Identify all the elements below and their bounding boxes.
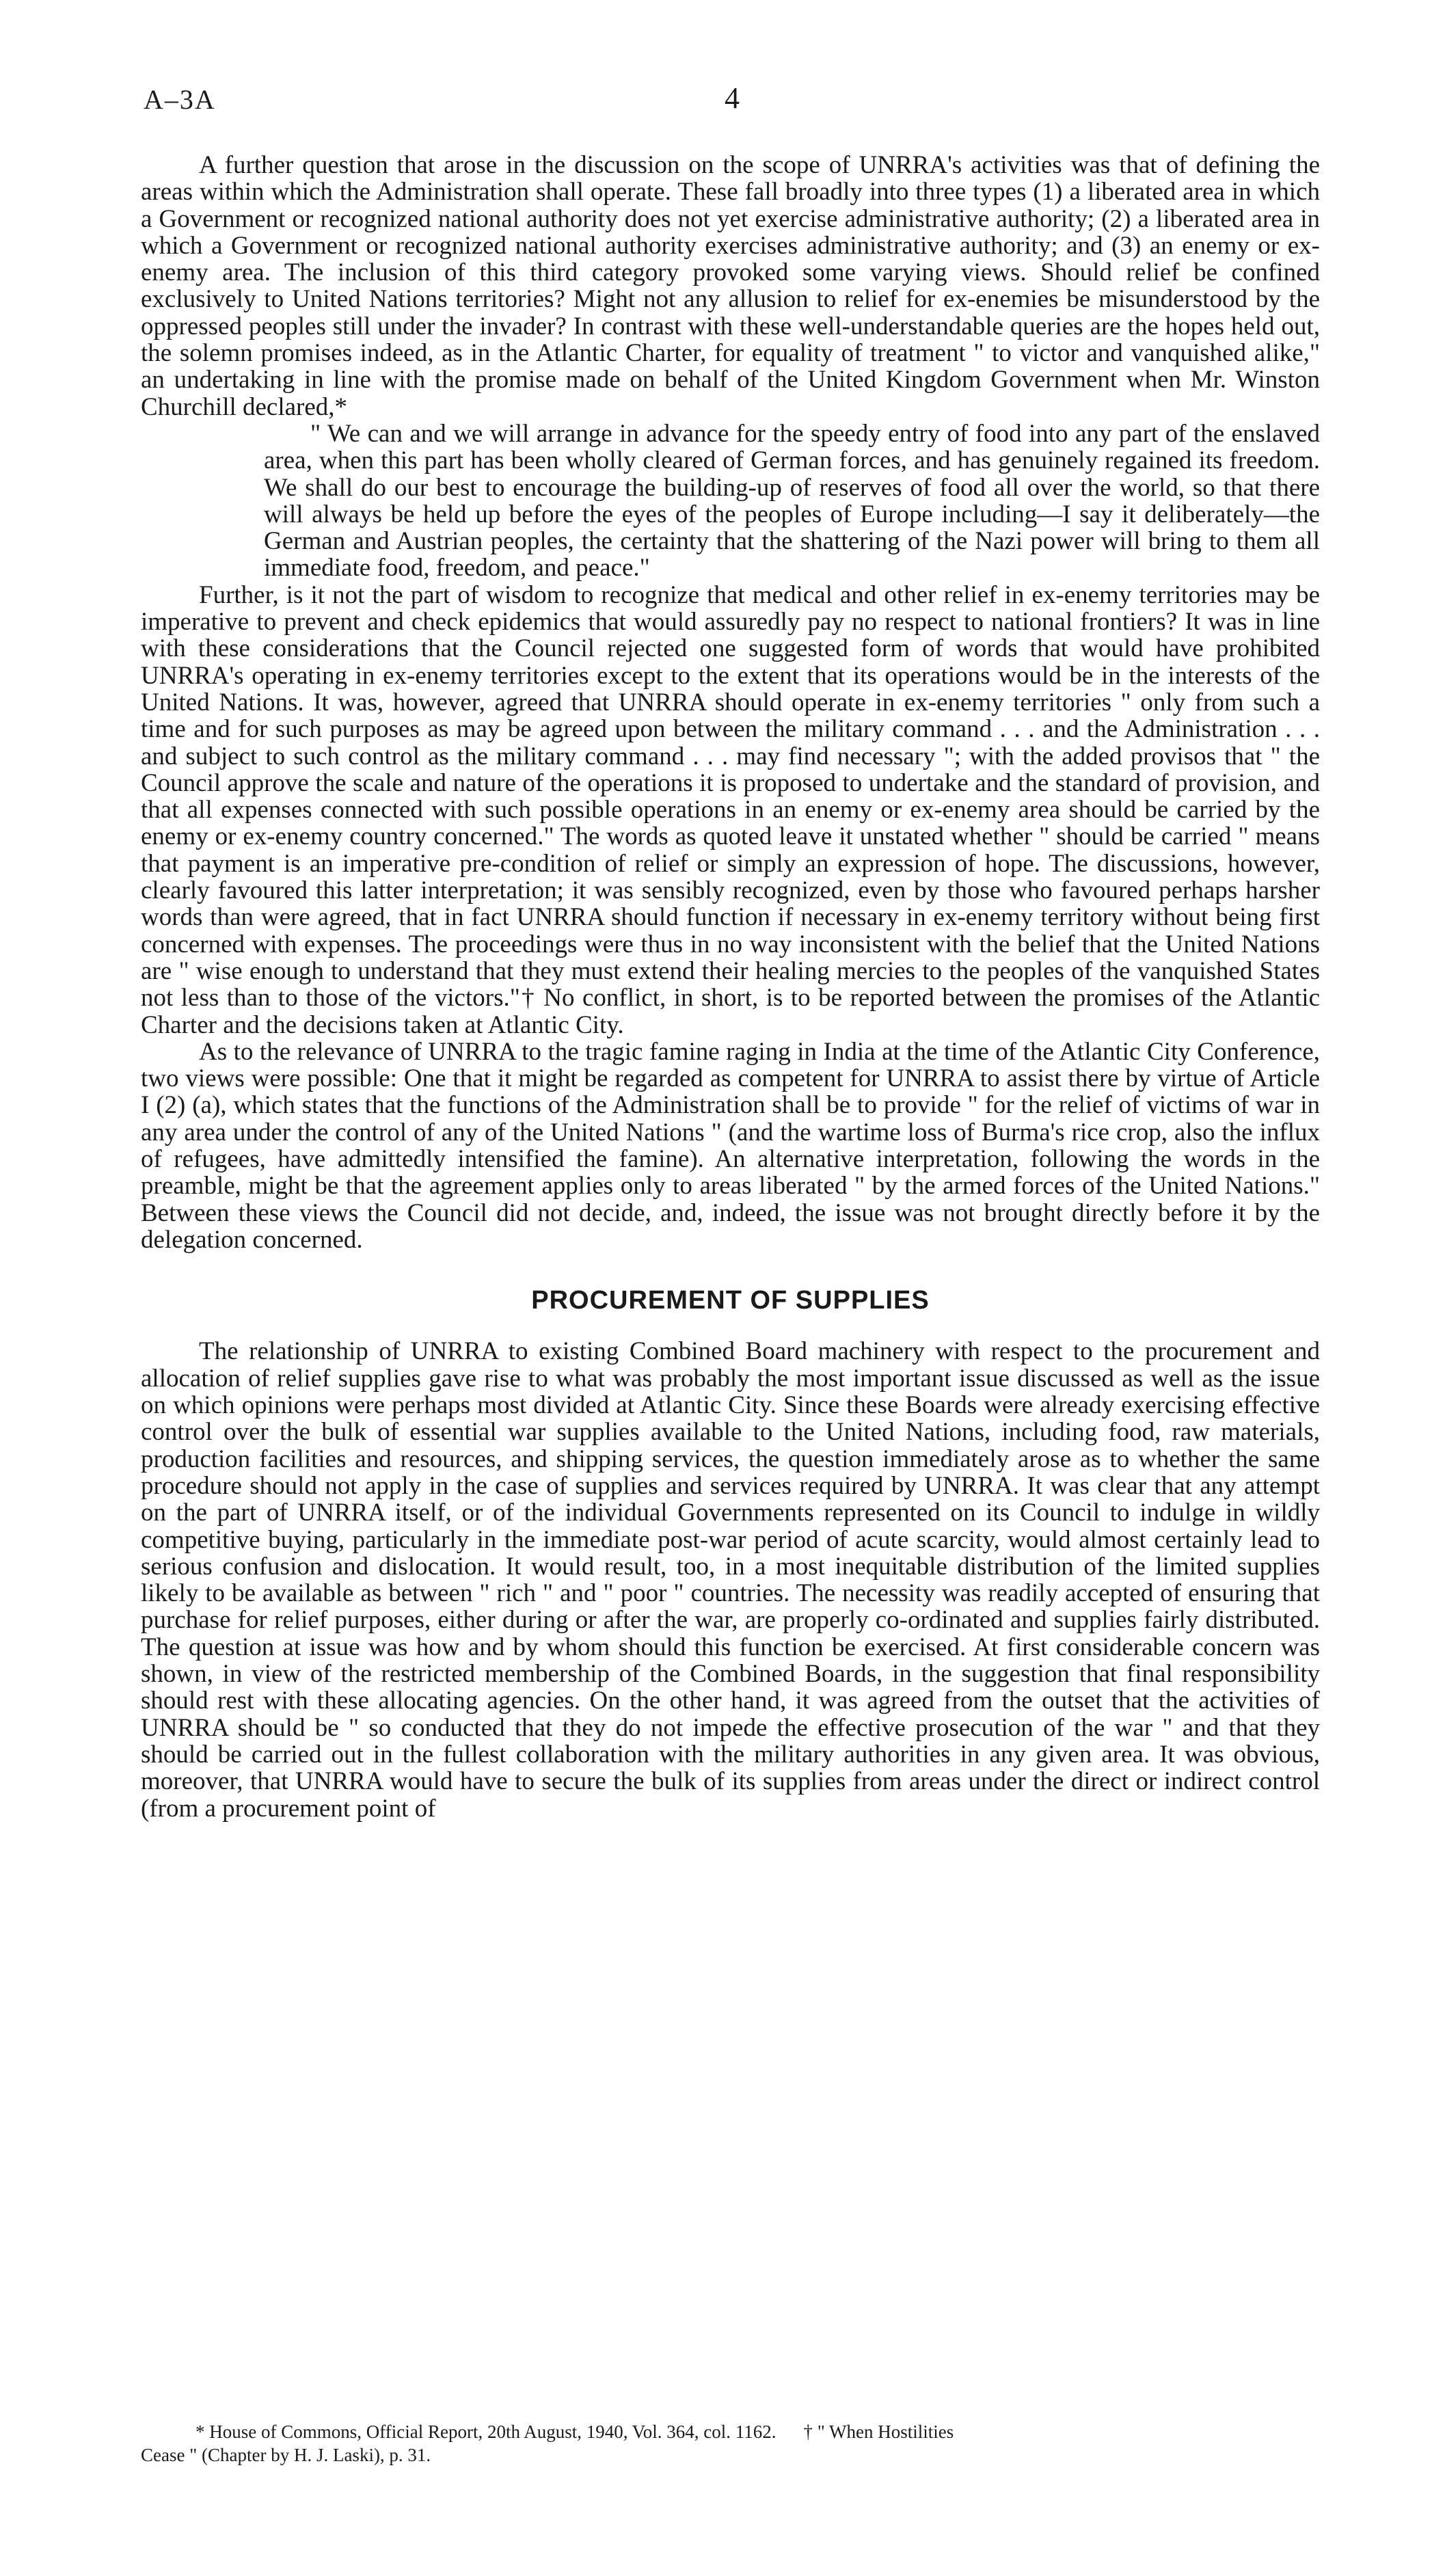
footnote-hostilities-continued: Cease " (Chapter by H. J. Laski), p. 31. bbox=[141, 2445, 431, 2465]
footnote-house-of-commons: * House of Commons, Official Report, 20th August, 1940, Vol. 364, col. 1162. bbox=[195, 2421, 776, 2442]
section-heading-procurement: PROCUREMENT OF SUPPLIES bbox=[531, 1286, 930, 1315]
paragraph-india-famine: As to the relevance of UNRRA to the tragic famine raging in India at the time of the Atlantic City Conference, two views were possible: One that it might be regarded as competent for UNRRA to assist there by virtue of Article I (2) (a), which states that the functions of the Administration shall be to provide " for the relief of victims of war in any area under the control of any of the United Nations " (and the wartime loss of Burma's rice crop, also the influx of refugees, have admittedly intensified the famine). An alternative interpretation, following the words in the preamble, might be that the agreement applies only to areas liberated " by the armed forces of the United Nations." Between these views the Council did not decide, and, indeed, the issue was not brought directly before it by the delegation concerned. bbox=[141, 1037, 1320, 1254]
body-text bbox=[141, 152, 1320, 1822]
document-code: A–3A bbox=[144, 84, 216, 115]
paragraph-ex-enemy-relief: Further, is it not the part of wisdom to recognize that medical and other relief in ex-enemy territories may be imperative to prevent and check epidemics that would assuredly pay no respect to national frontiers? It was in line with these considerations that the Council rejected one suggested form of words that would have prohibited UNRRA's operating in ex-enemy territories except to the extent that its operations would be in the interests of the United Nations. It was, however, agreed that UNRRA should operate in ex-enemy territories " only from such a time and for such purposes as may be agreed upon between the military command . . . and the Administration . . . and subject to such control as the military command . . . may find necessary "; with the added provisos that " the Council approve the scale and nature of the operations it is proposed to undertake and the standard of provision, and that all expenses connected with such possible operations in an enemy or ex-enemy area should be carried by the enemy or ex-enemy country concerned." The words as quoted leave it unstated whether " should be carried " means that payment is an imperative pre-condition of relief or simply an expression of hope. The discussions, however, clearly favoured this latter interpretation; it was sensibly recognized, even by those who favoured perhaps harsher words than were agreed, that in fact UNRRA should function if necessary in ex-enemy territory without being first concerned with expenses. The proceedings were thus in no way inconsistent with the belief that the United Nations are " wise enough to understand that they must extend their healing mercies to the peoples of the vanquished States not less than to those of the victors."† No conflict, in short, is to be reported between the promises of the Atlantic Charter and the decisions taken at Atlantic City. bbox=[141, 580, 1320, 1039]
page-number: 4 bbox=[725, 81, 740, 115]
footnotes bbox=[141, 2420, 1320, 2467]
paragraph-scope-of-areas: A further question that arose in the discussion on the scope of UNRRA's activities was that of defining the areas within which the Administration shall operate. These fall broadly into three types (1) a liberated area in which a Government or recognized national authority does not yet exercise administrative authority; (2) a liberated area in which a Government or recognized national authority exercises administrative authority; and (3) an enemy or ex-enemy area. The inclusion of this third category provoked some varying views. Should relief be confined exclusively to United Nations territories? Might not any allusion to relief for ex-enemies be misunderstood by the oppressed peoples still under the invader? In contrast with these well-understandable queries are the hopes held out, the solemn promises indeed, as in the Atlantic Charter, for equality of treatment " to victor and vanquished alike," an undertaking in line with the promise made on behalf of the United Kingdom Government when Mr. Winston Churchill declared,* bbox=[141, 151, 1320, 421]
churchill-quote: " We can and we will arrange in advance for the speedy entry of food into any part of the enslaved area, when this part has been wholly cleared of German forces, and has genuinely regained its freedom. We shall do our best to encourage the building-up of reserves of food all over the world, so that there will always be held up before the eyes of the peoples of Europe including—I say it deliberately—the German and Austrian peoples, the certainty that the shattering of the Nazi power will bring to them all immediate food, freedom, and peace." bbox=[264, 419, 1320, 582]
paragraph-procurement: The relationship of UNRRA to existing Combined Board machinery with respect to the procurement and allocation of relief supplies gave rise to what was probably the most important issue discussed as well as the issue on which opinions were perhaps most divided at Atlantic City. Since these Boards were already exercising effective control over the bulk of essential war supplies available to the United Nations, including food, raw materials, production facilities and resources, and shipping services, the question immediately arose as to whether the same procedure should not apply in the case of supplies and services required by UNRRA. It was clear that any attempt on the part of UNRRA itself, or of the individual Governments represented on its Council to indulge in wildly competitive buying, particularly in the immediate post-war period of acute scarcity, would almost certainly lead to serious confusion and dislocation. It would result, too, in a most inequitable distribution of the limited supplies likely to be available as between " rich " and " poor " countries. The necessity was readily accepted of ensuring that purchase for relief purposes, either during or after the war, are properly co-ordinated and supplies fairly distributed. The question at issue was how and by whom should this function be exercised. At first considerable concern was shown, in view of the restricted membership of the Combined Boards, in the suggestion that final responsibility should rest with these allocating agencies. On the other hand, it was agreed from the outset that the activities of UNRRA should be " so conducted that they do not impede the effective prosecution of the war " and that they should be carried out in the fullest collaboration with the military authorities in any given area. It was obvious, moreover, that UNRRA would have to secure the bulk of its supplies from areas under the direct or indirect control (from a procurement point of bbox=[141, 1337, 1320, 1823]
footnote-hostilities: † " When Hostilities bbox=[803, 2421, 954, 2442]
